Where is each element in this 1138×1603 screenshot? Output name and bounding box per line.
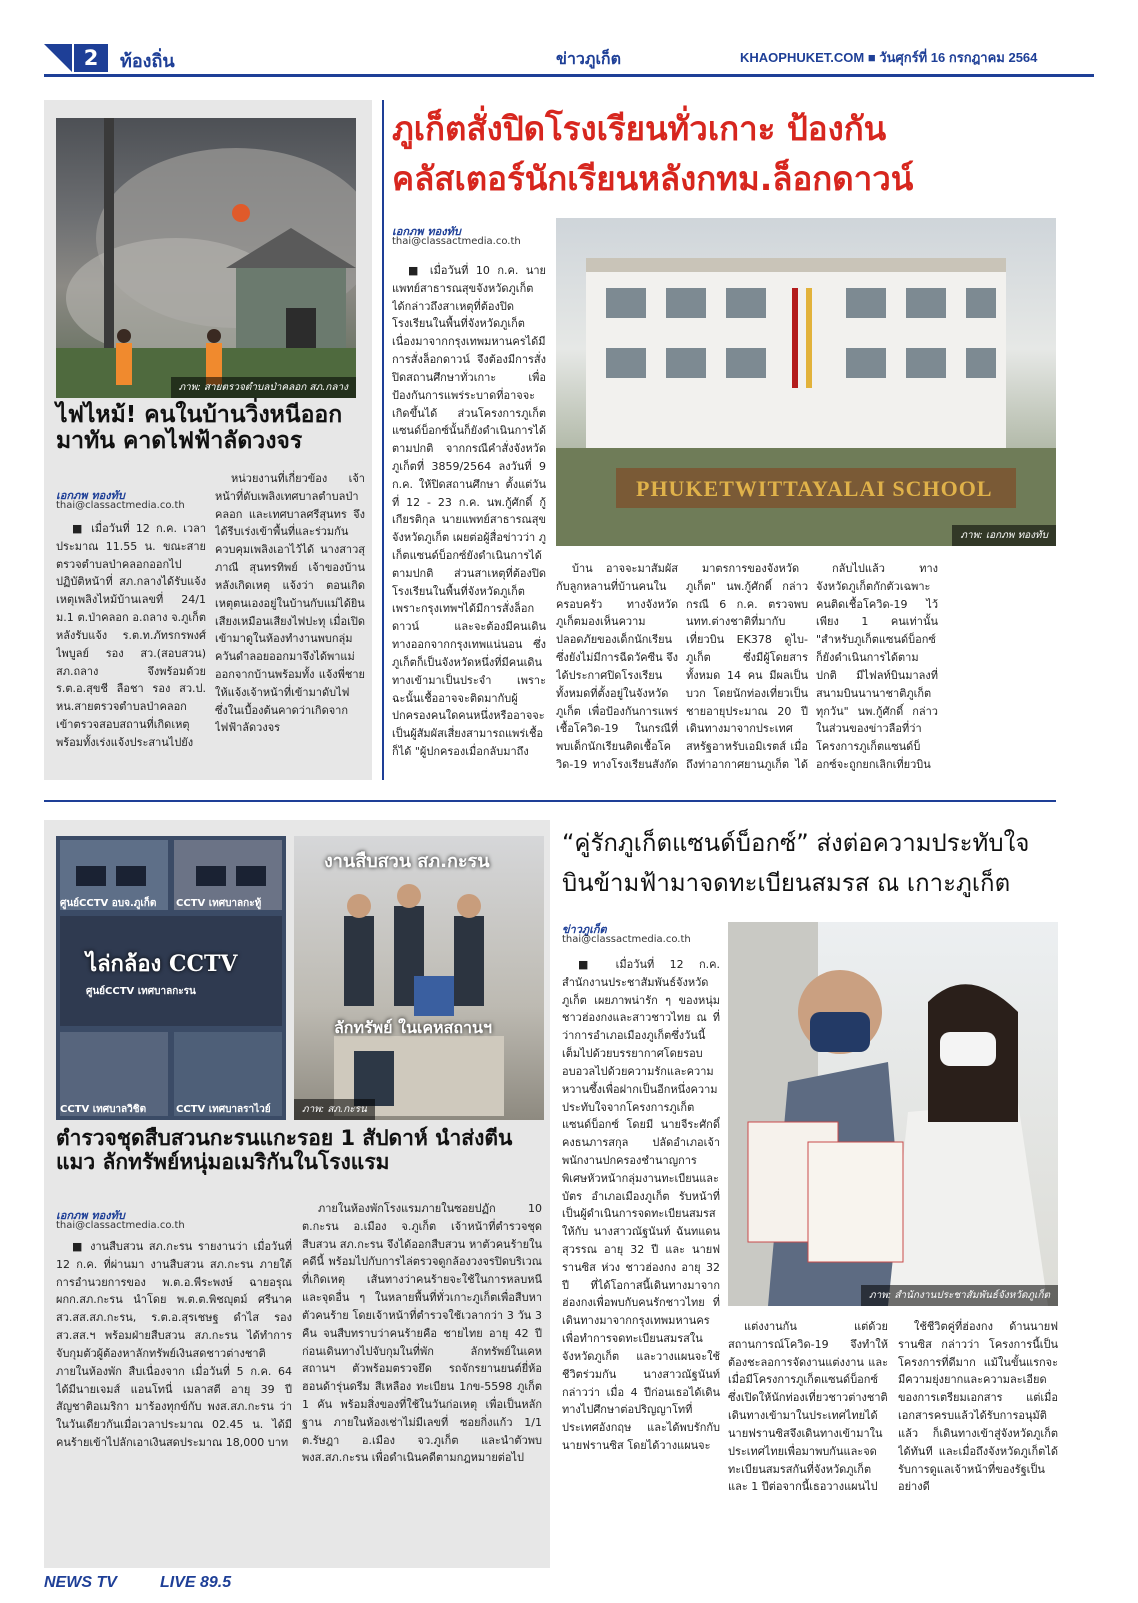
arrest-photo xyxy=(294,836,544,1120)
school-headline-line2: คลัสเตอร์นักเรียนหลังกทม.ล็อกดาวน์ xyxy=(392,159,914,198)
section-divider xyxy=(44,800,1056,802)
wedding-photo-caption: ภาพ: สำนักงานประชาสัมพันธ์จังหวัดภูเก็ต xyxy=(861,1285,1058,1306)
fire-body-col2 xyxy=(215,470,365,772)
school-body-text-1: ■ เมื่อวันที่ 10 ก.ค. นายแพทย์สาธารณสุขจังหวัดภูเก็ต ได้กล่าวถึงสาเหตุที่ต้องปิดโรงเรียนในพื้นที่จังหวัดภูเก็ต เนื่องมาจากกรุงเทพมหานครได้มีการสั่งล็อกดาวน์ จึงต้องมีการสั่งปิดสถานศึกษาทั่วเกาะ เพื่อป้องกันการแพร่ระบาดที่อาจจะเกิดขึ้นได้ ส่วนโครงการภูเก็ตแซนด์บ็อกซ์นั้นก็ยังดำเนินการได้ตามปกติ จากกรณีคำสั่งจังหวัดภูเก็ตที่ 3859/2564 ลงวันที่ 9 ก.ค. ให้ปิดสถานศึกษา ตั้งแต่วันที่ 12 - 23 ก.ค. นพ.กู้ศักดิ์ กู้เกียรติกุล นายแพทย์สาธารณสุขจังหวัดภูเก็ต เผยต่อผู้สื่อข่าวว่า ภูเก็ตแซนด์บ็อกซ์ยังดำเนินการได้ตามปกติ ส่วนสาเหตุที่ต้องปิดโรงเรียนในพื้นที่จังหวัดภูเก็ต เพราะกรุงเทพฯได้มีการสั่งล็อกดาวน์ และจะต้องมีคนเดินทางออกจากกรุงเทพแน่นอน ซึ่งภูเก็ตก็เป็นจังหวัดหนึ่งที่มีคนเดินทางเข้ามาเป็นประจำ เพราะฉะนั้นเชื้ออาจจะติดมากับผู้ปกครองคนใดคนหนึ่งหรืออาจจะเป็นผู้สัมผัสเสี่ยงสามารถแพร่เชื้อก็ได้ "ผู้ปกครองเมื่อกลับมาถึง xyxy=(392,264,546,758)
footer-logo-live: LIVE 89.5 xyxy=(160,1574,232,1591)
header-corner-mark xyxy=(44,44,72,72)
school-byline-email: thai@classactmedia.co.th xyxy=(392,236,521,247)
police-body-text-1: ■ งานสืบสวน สภ.กะรน รายงานว่า เมื่อวันที่ 12 ก.ค. ที่ผ่านมา งานสืบสวน สภ.กะรน ภายใต้การอำนวยการของ พ.ต.อ.พีระพงษ์ ฉายอรุณ ผกก.สภ.กะรน นำโดย พ.ต.ต.พิชญุตม์ ศรีนาค สว.สส.สภ.กะรน, ร.ต.อ.สุรเชษฐ ดำไส รอง สว.สส.ฯ พร้อมฝ่ายสืบสวน สภ.กะรน ได้ทำการจับกุมตัวผู้ต้องหาลักทรัพย์เงินสดชาวต่างชาติภายในห้องพัก สืบเนื่องจาก เมื่อวันที่ 5 ก.ค. 64 ได้มีนายเจมส์ แอนโทนี่ เมลาสตี อายุ 39 ปี สัญชาติอเมริกา มาร้องทุกข์กับ พงส.สภ.กะรน ว่าในวันเดียวกันเมื่อเวลาประมาณ 02.45 น. ได้มีคนร้ายเข้าไปลักเอาเงินสดประมาณ 18,000 บาท xyxy=(56,1240,292,1449)
page-number: 2 xyxy=(74,44,108,72)
fire-body-text-2: หน่วยงานที่เกี่ยวข้อง เจ้าหน้าที่ดับเพลิงเทศบาลตำบลป่าคลอก และเทศบาลศรีสุนทร จึงได้รีบเร่งเข้าพื้นที่และร่วมกันควบคุมเพลิงเอาไว้ได้ นางสาวสุภาณี สุนทรทิพย์ เจ้าของบ้านหลังเกิดเหตุ แจ้งว่า ตอนเกิดเหตุตนเองอยู่ในบ้านกับแม่ได้ยินเสียงเหมือนเสียงไฟปะทุ เมื่อเปิดเข้ามาดูในห้องทำงานพบกลุ่มควันดำลอยออกมาจึงได้พาแม่ออกจากบ้านพร้อมทั้ง แจ้งพี่ชายให้แจ้งเจ้าหน้าที่เข้ามาดับไฟ ซึ่งในเบื้องต้นคาดว่าเกิดจากไฟฟ้าลัดวงจร xyxy=(215,472,365,735)
masthead-logo: ข่าวภูเก็ต xyxy=(556,49,621,68)
wedding-body-col1 xyxy=(562,956,720,1562)
fire-photo xyxy=(56,118,356,398)
school-photo-caption: ภาพ: เอกภพ ทองทับ xyxy=(952,525,1056,546)
collage-label-5: CCTV เทศบาลวิชิต xyxy=(60,1104,147,1115)
header-rule xyxy=(44,74,1094,77)
footer-logo-newstv: NEWS TV xyxy=(44,1574,117,1591)
fire-photo-illustration xyxy=(56,118,356,398)
school-body-text-2: บ้าน อาจจะมาสัมผัสกับลูกหลานที่บ้านคนในครอบครัว ทางจังหวัดภูเก็ตมองเห็นความปลอดภัยของเด็กนักเรียน ซึ่งยังไม่มีการฉีดวัคซีน จึงได้ประกาศปิดโรงเรียนทั้งหมดที่ตั้งอยู่ในจังหวัดภูเก็ต เพื่อป้องกันการแพร่เชื้อโควิด-19 ในกรณีที่พบเด็กนักเรียนติดเชื้อโควิด-19 ทางโรงเรียนสังกัด xyxy=(556,562,678,771)
school-body-col3 xyxy=(686,560,808,774)
arrest-photo-title: งานสืบสวน สภ.กะรน xyxy=(324,851,490,872)
police-byline-name: เอกภพ ทองทับ xyxy=(56,1209,125,1222)
column-divider xyxy=(382,100,384,780)
collage-label-4: ศูนย์CCTV เทศบาลกะรน xyxy=(86,986,196,997)
section-title: ท้องถิ่น xyxy=(120,51,175,72)
school-body-col4 xyxy=(816,560,938,774)
wedding-body-col3 xyxy=(898,1318,1058,1562)
police-body-col2 xyxy=(302,1200,542,1562)
school-body-text-3: มาตรการของจังหวัดภูเก็ต" นพ.กู้ศักดิ์ กล่าว กรณี 6 ก.ค. ตรวจพบนทท.ต่างชาติที่มากับเที่ยวบิน EK378 ดูไบ-ภูเก็ต ซึ่งมีผู้โดยสารทั้งหมด 14 คน มีผลเป็นบวก โดยนักท่องเที่ยวเป็นชายอายุประมาณ 20 ปี เดินทางมาจากประเทศสหรัฐอาหรับเอมิเรตส์ เมื่อถึงท่าอากาศยานภูเก็ต ได้ xyxy=(686,562,808,771)
fire-byline-name: เอกภพ ทองทับ xyxy=(56,489,125,502)
wedding-photo xyxy=(728,922,1058,1306)
wedding-body-text-2: แต่งงานกัน แต่ด้วยสถานการณ์โควิด-19 จึงทำให้ต้องชะลอการจัดงานแต่งงาน และเมื่อมีโครงการภูเก็ตแซนด์บ็อกซ์ ซึ่งเปิดให้นักท่องเที่ยวชาวต่างชาติเดินทางเข้ามาในประเทศไทยได้ นายฟรานซิสจึงเดินทางเข้ามาในประเทศไทยเพื่อมาพบกันและจดทะเบียนสมรสกันที่จังหวัดภูเก็ต และ 1 ปีต่อจากนี้เธอวางแผนไป xyxy=(728,1320,888,1494)
fire-headline: ไฟไหม้! คนในบ้านวิ่งหนีออก มาทัน คาดไฟฟ้าลัดวงจร xyxy=(56,402,343,455)
collage-label-3: ไล่กล้อง CCTV xyxy=(86,951,238,977)
wedding-byline-email: thai@classactmedia.co.th xyxy=(562,934,691,945)
wedding-body-text-1: ■ เมื่อวันที่ 12 ก.ค. สำนักงานประชาสัมพันธ์จังหวัดภูเก็ต เผยภาพน่ารัก ๆ ของหนุ่มชาวฮ่องกงและสาวชาวไทย ณ ที่ว่าการอำเภอเมืองภูเก็ตซึ่งวันนี้เต็มไปด้วยบรรยากาศโดยรอบอบอวลไปด้วยความรักและความหวานซึ้งเพื่อฝากเป็นอีกหนึ่งความประทับใจจากโครงการภูเก็ตแซนด์บ็อกซ์ โดยมี นายจีระศักดิ์ คงธนภารสกุล ปลัดอำเภอเจ้าพนักงานปกครองชำนาญการพิเศษหัวหน้ากลุ่มงานทะเบียนและบัตร อำเภอเมืองภูเก็ต รับหน้าที่เป็นผู้ดำเนินการจดทะเบียนสมรสให้กับ นางสาวณัฐนันท์ ฉันทแดนสุวรรณ อายุ 32 ปี และ นายฟรานซิส ห่วง ชาวฮ่องกง อายุ 32 ปี ที่ได้โอกาสนี้เดินทางมาจากฮ่องกงเพื่อพบกับคนรักชาวไทย ที่เดินทางมาจากกรุงเทพมหานคร เพื่อทำการจดทะเบียนสมรสในจังหวัดภูเก็ต และวางแผนจะใช้ชีวิตร่วมกัน นางสาวณัฐนันท์ กล่าวว่า เมื่อ 4 ปีก่อนเธอได้เดินทางไปศึกษาต่อปริญญาโทที่ประเทศอังกฤษ และได้พบรักกับนายฟรานซิส โดยได้วางแผนจะ xyxy=(562,958,720,1452)
wedding-body-text-3: ใช้ชีวิตคู่ที่ฮ่องกง ด้านนายฟรานซิส กล่าวว่า โครงการนี้เป็นโครงการที่ดีมาก แม้ในขั้นแรกจะมีความยุ่งยากและความละเอียดของการเตรียมเอกสาร แต่เมื่อเอกสารครบแล้วได้รับการอนุมัติแล้ว ก็เดินทางเข้าสู่จังหวัดภูเก็ต ได้ทันที และเมื่อถึงจังหวัดภูเก็ตได้รับการดูแลเจ้าหน้าที่ของรัฐเป็นอย่างดี xyxy=(898,1320,1058,1494)
collage-label-2: CCTV เทศบาลกะทู้ xyxy=(176,898,262,909)
wedding-byline-name: ข่าวภูเก็ต xyxy=(562,923,607,936)
police-body-text-2: ภายในห้องพักโรงแรมภายในซอยปฏัก 10 ต.กะรน อ.เมือง จ.ภูเก็ต เจ้าหน้าที่ตำรวจชุดสืบสวน สภ.กะรน จึงได้ออกสืบสวน หาตัวคนร้ายในคดีนี้ พร้อมไปกับการไล่ตรวจดูกล้องวงจรปิดบริเวณที่เกิดเหตุ เส้นทางว่าคนร้ายจะใช้ในการหลบหนี และจุดอื่น ๆ ในหลายพื้นที่ทั่วเกาะภูเก็ตเพื่อสืบหาตัวคนร้าย โดยเจ้าหน้าที่ตำรวจใช้เวลากว่า 3 วัน 3 คืน จนสืบทราบว่าคนร้ายคือ ชายไทย อายุ 42 ปี ก่อนเดินทางไปจับกุมในที่พัก ลักทรัพย์ในเคหสถานฯ ตัวพร้อมตรวจยึด รถจักรยานยนต์ยี่ห้อฮอนด้ารุ่นดรีม สีเหลือง ทะเบียน 1กข-5598 ภูเก็ต 1 คัน พร้อมสิ่งของที่ใช้ในวันก่อเหตุ เพื่อเป็นหลักฐาน ภายในห้องเช่าไม่มีเลขที่ ซอยกิ่งแก้ว 1/1 ต.รัษฎา อ.เมือง จว.ภูเก็ต และนำตัวพบ พงส.สภ.กะรน เพื่อดำเนินคดีตามกฎหมายต่อไป xyxy=(302,1202,542,1465)
cctv-collage xyxy=(56,836,286,1120)
police-body-col1 xyxy=(56,1238,292,1562)
school-byline-name: เอกภพ ทองทับ xyxy=(392,225,461,238)
collage-label-1: ศูนย์CCTV อบจ.ภูเก็ต xyxy=(60,898,157,909)
school-body-col1 xyxy=(392,262,546,774)
wedding-headline-line2: บินข้ามฟ้ามาจดทะเบียนสมรส ณ เกาะภูเก็ต xyxy=(562,869,1011,897)
fire-body-col1 xyxy=(56,520,206,772)
school-sign-text: PHUKETWITTAYALAI SCHOOL xyxy=(636,476,993,501)
police-headline: ตำรวจชุดสืบสวนกะรนแกะรอย 1 สัปดาห์ นำส่งตีนแมว ลักทรัพย์หนุ่มอเมริกันในโรงแรม xyxy=(56,1126,513,1175)
wedding-body-col2 xyxy=(728,1318,888,1562)
school-body-text-4: กลับไปแล้ว ทางจังหวัดภูเก็ตกักตัวเฉพาะคนติดเชื้อโควิด-19 ไว้เพียง 1 คนเท่านั้น "สำหรับภูเก็ตแซนด์บ็อกซ์ก็ยังดำเนินการได้ตามปกติ มีไฟลท์บินมาลงที่สนามบินนานาชาติภูเก็ตทุกวัน" นพ.กู้ศักดิ์ กล่าว ในส่วนของข่าวลือที่ว่า โครงการภูเก็ตแซนด์บ็อกซ์จะถูกยกเลิกเที่ยวบิน xyxy=(816,562,938,771)
fire-body-text-1: ■ เมื่อวันที่ 12 ก.ค. เวลาประมาณ 11.55 น. ขณะสายตรวจตำบลป่าคลอกออกไปปฏิบัติหน้าที่ สภ.กลางได้รับแจ้งเหตุเพลิงไหม้บ้านเลขที่ 24/1 ม.1 ต.ป่าคลอก อ.ถลาง จ.ภูเก็ต หลังรับแจ้ง ร.ต.ท.ภัทรกรพงศ์ ไพบูลย์ รอง สว.(สอบสวน) สภ.ถลาง จึงพร้อมด้วย ร.ต.อ.สุขชี ลือชา รอง สว.ป. หน.สายตรวจตำบลป่าคลอก เข้าตรวจสอบสถานที่เกิดเหตุ พร้อมทั้งเร่งแจ้งประสานไปยัง xyxy=(56,522,206,749)
arrest-photo-illustration xyxy=(294,836,544,1120)
fire-photo-caption: ภาพ: สายตรวจตำบลป่าคลอก สภ.กลาง xyxy=(171,377,356,398)
site-and-date: KHAOPHUKET.COM ■ วันศุกร์ที่ 16 กรกฎาคม 2564 xyxy=(740,50,1038,65)
wedding-photo-illustration xyxy=(728,922,1058,1306)
police-byline-email: thai@classactmedia.co.th xyxy=(56,1220,185,1231)
school-photo xyxy=(556,218,1056,546)
fire-byline-email: thai@classactmedia.co.th xyxy=(56,500,185,511)
school-headline-line1: ภูเก็ตสั่งปิดโรงเรียนทั่วเกาะ ป้องกัน xyxy=(392,109,887,148)
collage-label-6: CCTV เทศบาลราไวย์ xyxy=(176,1104,271,1115)
arrest-photo-subtitle: ลักทรัพย์ ในเคหสถานฯ xyxy=(334,1018,492,1037)
wedding-headline-line1: “คู่รักภูเก็ตแซนด์บ็อกซ์” ส่งต่อความประทับใจ xyxy=(562,829,1030,857)
school-body-col2 xyxy=(556,560,678,774)
arrest-photo-caption: ภาพ: สภ.กะรน xyxy=(294,1099,375,1120)
